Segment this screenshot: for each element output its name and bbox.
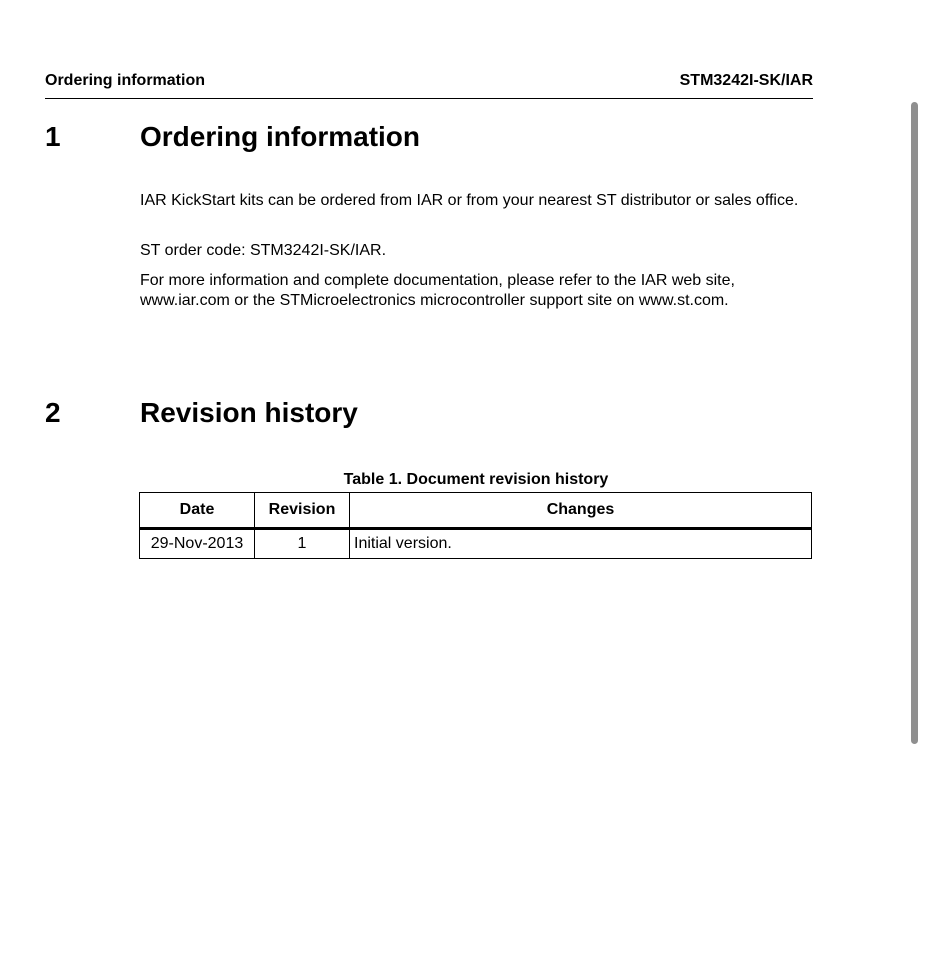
column-header-revision: Revision xyxy=(255,493,350,529)
table-header-row xyxy=(140,493,812,529)
column-header-date: Date xyxy=(140,493,255,529)
section-1-number: 1 xyxy=(45,121,61,152)
section-1-paragraph: IAR KickStart kits can be ordered from IAR or from your nearest ST distributor or sales office. xyxy=(140,192,799,209)
cell-changes: Initial version. xyxy=(350,529,812,559)
header-doc-id: STM3242I-SK/IAR xyxy=(679,72,813,89)
column-header-changes: Changes xyxy=(350,493,812,529)
table-caption: Table 1. Document revision history xyxy=(343,471,609,488)
section-1-paragraph: For more information and complete documentation, please refer to the IAR web site, www.iar.com or the STMicroelectronics microcontroller support site on www.st.com. xyxy=(140,272,735,309)
vertical-scrollbar[interactable] xyxy=(911,102,918,744)
section-2-title: Revision history xyxy=(140,397,358,428)
section-1-title: Ordering information xyxy=(140,121,420,152)
section-2-number: 2 xyxy=(45,397,61,428)
header-section-title: Ordering information xyxy=(45,72,205,89)
cell-revision: 1 xyxy=(255,529,350,559)
cell-date: 29-Nov-2013 xyxy=(140,529,255,559)
table-row xyxy=(140,529,812,559)
revision-history-table xyxy=(139,492,812,559)
page-header xyxy=(45,72,813,99)
section-1-paragraph: ST order code: STM3242I-SK/IAR. xyxy=(140,242,387,259)
